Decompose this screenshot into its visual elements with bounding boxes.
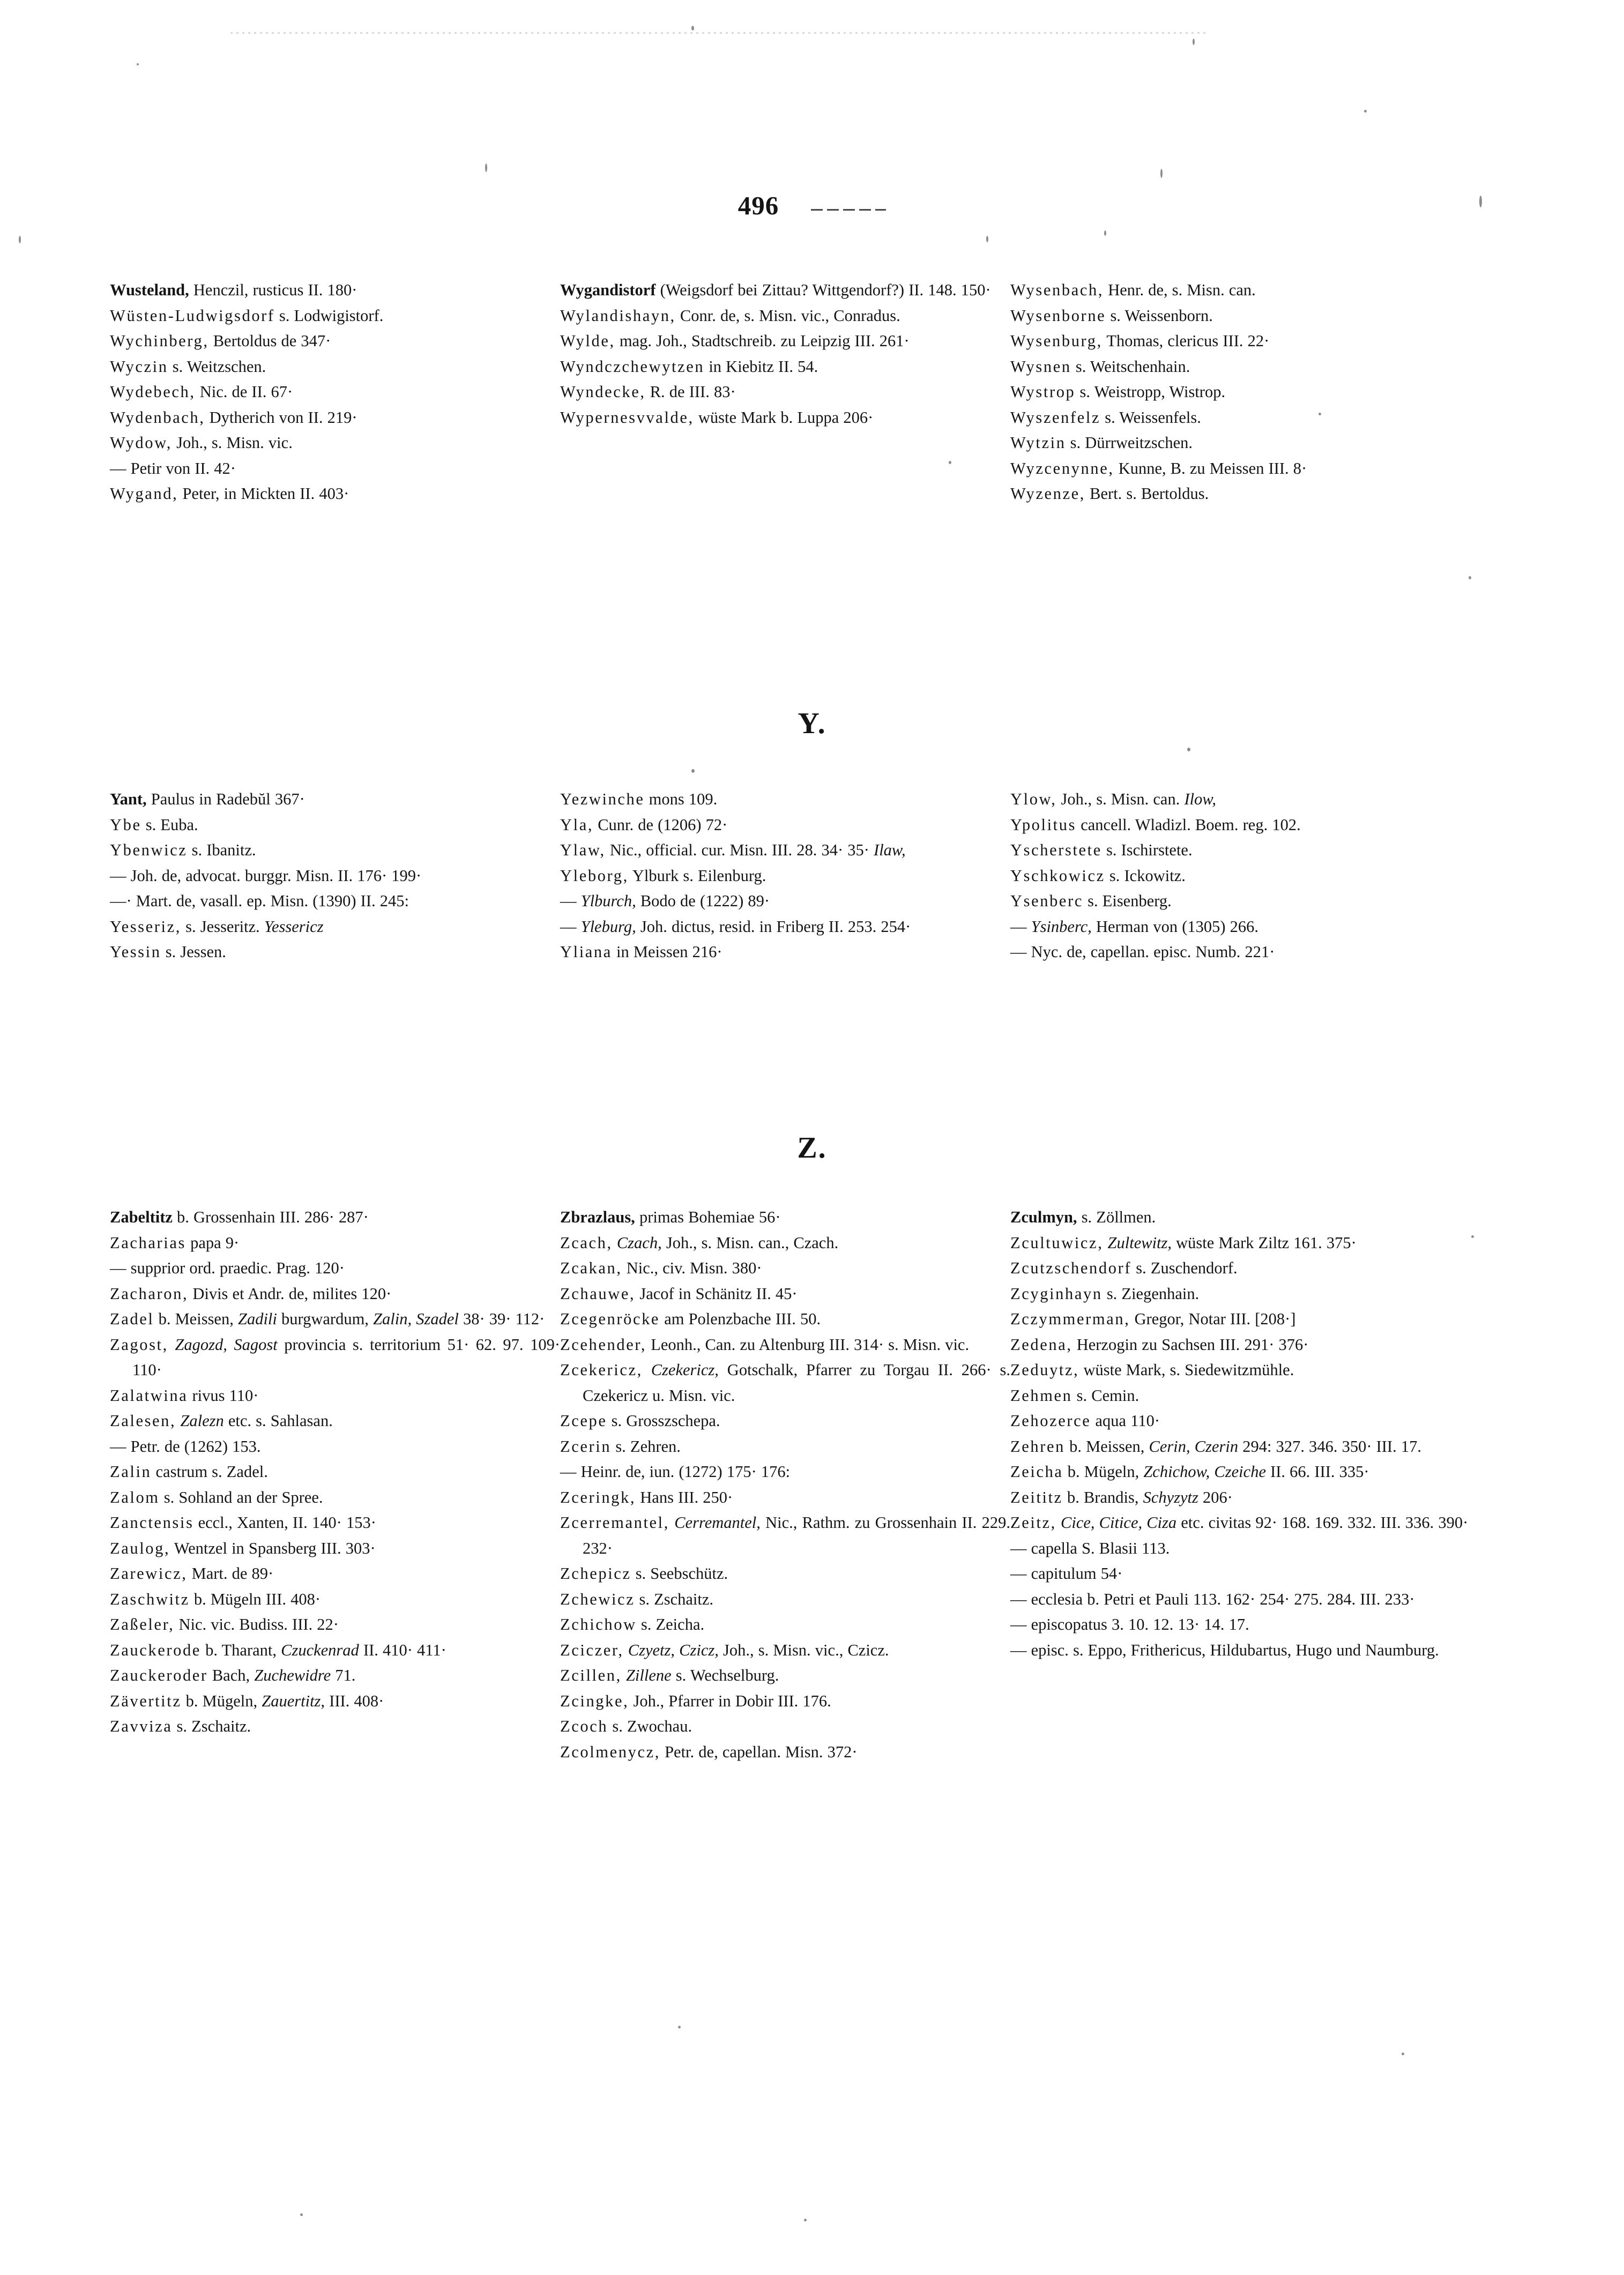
entry-headword: Wyndczchewytzen [560,357,705,376]
entry-headword: Zcyginhayn [1010,1284,1102,1303]
index-entry: Wusteland, Henczil, rusticus II. 180· [110,281,357,299]
entry-headword: Zeduytz, [1010,1361,1079,1379]
entry-headword: Zaschwitz [110,1590,190,1608]
entry-headword: Zchauwe, [560,1284,636,1303]
index-entry: Zcolmenycz, Petr. de, capellan. Misn. 372· [560,1742,858,1761]
entry-variant: Schyzytz [1143,1488,1198,1506]
entry-headword: Yla, [560,815,594,834]
entry-headword: Ypolitus [1010,815,1077,834]
index-subentry: — Joh. de, advocat. burggr. Misn. II. 176· 199· [110,866,422,885]
entry-variant: Ysinberc, [1031,917,1092,936]
index-entry: Ylaw, Nic., official. cur. Misn. III. 28. 34· 35· Ilaw, [560,841,906,859]
index-entry: Zculmyn, s. Zöllmen. [1010,1208,1156,1226]
index-entry: Zabeltitz b. Grossenhain III. 286· 287· [110,1208,369,1226]
entry-variant: Zchichow, Czeiche [1143,1463,1266,1481]
index-subentry: — Nyc. de, capellan. episc. Numb. 221· [1010,943,1275,961]
entry-headword: Zehren [1010,1437,1065,1456]
entry-variant: Zuchewidre [254,1666,331,1684]
entry-headword: Wüsten-Ludwigsdorf [110,306,275,325]
index-entry: Ybe s. Euba. [110,815,198,834]
section-Z-column-2 [560,1205,1010,1765]
scan-speck [485,163,487,172]
section-Y-column-2 [560,787,1010,965]
entry-headword: Zculmyn, [1010,1208,1077,1226]
index-entry: Yezwinche mons 109. [560,790,718,808]
index-entry: Zcach, Czach, Joh., s. Misn. can., Czach. [560,1233,839,1252]
index-entry: Wygandistorf (Weigsdorf bei Zittau? Wittgendorf?) II. 148. 150· [560,281,991,299]
scan-speck [1193,39,1195,45]
index-subentry: — ecclesia b. Petri et Pauli 113. 162· 254· 275. 284. III. 233· [1010,1590,1415,1608]
index-entry: Zarewicz, Mart. de 89· [110,1564,274,1583]
entry-headword: Zcultuwicz, [1010,1233,1104,1252]
scan-speck [986,236,988,242]
entry-headword: Zalin [110,1463,152,1481]
entry-headword: Zcach, [560,1233,613,1252]
entry-headword: Wychinberg, [110,332,209,350]
index-entry: Zeitz, Cice, Citice, Ciza etc. civitas 92· 168. 169. 332. III. 336. 390· [1010,1513,1469,1532]
index-entry: Zaßeler, Nic. vic. Budiss. III. 22· [110,1615,339,1633]
index-entry: Zcegenröcke am Polenzbache III. 50. [560,1310,821,1328]
entry-headword: Yant, [110,790,147,808]
entry-variant: Zagozd, Sagost [168,1335,278,1354]
entry-headword: Zalom [110,1488,160,1506]
entry-variant: Ylburch, [580,892,636,910]
entry-headword: Ybe [110,815,141,834]
entry-headword: Zchepicz [560,1564,631,1583]
index-entry: Wypernesvvalde, wüste Mark b. Luppa 206· [560,408,874,427]
entry-headword: Zcolmenycz, [560,1742,660,1761]
entry-headword: Zacharias [110,1233,186,1252]
index-entry: Zcoch s. Zwochau. [560,1717,692,1735]
index-entry: Wydow, Joh., s. Misn. vic. [110,434,293,452]
page-number: 496 [737,191,779,220]
entry-headword: Wygandistorf [560,281,656,299]
page-header [0,190,1624,221]
entry-headword: Zehmen [1010,1386,1072,1405]
index-entry: Zagost, Zagozd, Sagost provincia s. territorium 51· 62. 97. 109· 110· [110,1335,560,1379]
entry-headword: Zarewicz, [110,1564,188,1583]
index-entry: Yleborg, Ylburk s. Eilenburg. [560,866,766,885]
entry-headword: Zcekericz, [560,1361,643,1379]
entry-variant: Zalin, Szadel [373,1310,459,1328]
entry-headword: Ylow, [1010,790,1057,808]
index-entry: Zchepicz s. Seebschütz. [560,1564,728,1583]
entry-variant: Zauertitz, [262,1691,325,1710]
index-entry: Zehren b. Meissen, Cerin, Czerin 294: 327. 346. 350· III. 17. [1010,1437,1421,1456]
index-entry: Yscherstete s. Ischirstete. [1010,841,1193,859]
entry-headword: Yessin [110,943,161,961]
index-subentry: — episcopatus 3. 10. 12. 13· 14. 17. [1010,1615,1249,1633]
entry-variant: Czach, [612,1233,662,1252]
index-entry: Zehmen s. Cemin. [1010,1386,1139,1405]
entry-variant: Zalezn [176,1412,224,1430]
entry-headword: Zauckerode [110,1640,201,1659]
index-entry: Wytzin s. Dürrweitzschen. [1010,434,1193,452]
entry-headword: Zadel [110,1310,154,1328]
index-entry: Wyszenfelz s. Weissenfels. [1010,408,1201,427]
entry-headword: Zagost, [110,1335,168,1354]
entry-headword: Wydebech, [110,383,196,401]
section-W-column-3 [1010,278,1471,507]
index-entry: Zauckerode b. Tharant, Czuckenrad II. 410· 411· [110,1640,446,1659]
entry-variant: Czekericz, [642,1361,719,1379]
entry-headword: Zauckeroder [110,1666,208,1684]
entry-headword: Zceringk, [560,1488,636,1506]
scan-speck [137,63,139,65]
index-entry: Zalin castrum s. Zadel. [110,1463,268,1481]
index-entry: Zcultuwicz, Zultewitz, wüste Mark Ziltz 161. 375· [1010,1233,1357,1252]
section-W-column-2 [560,278,1010,507]
scan-speck [1469,576,1471,579]
index-entry: Zcehender, Leonh., Can. zu Altenburg III. 314· s. Misn. vic. [560,1335,970,1354]
entry-headword: Zanctensis [110,1513,194,1532]
section-Z-column-3 [1010,1205,1471,1765]
scan-speck [691,769,695,773]
entry-headword: Zeitz, [1010,1513,1056,1532]
index-entry: Wysenbach, Henr. de, s. Misn. can. [1010,281,1256,299]
index-entry: Wystrop s. Weistropp, Wistrop. [1010,383,1226,401]
index-entry: Wylde, mag. Joh., Stadtschreib. zu Leipzig III. 261· [560,332,910,350]
section-W [0,278,1624,507]
scan-speck [804,2219,807,2221]
entry-headword: Wyzcenynne, [1010,459,1114,478]
entry-headword: Zcerin [560,1437,612,1456]
entry-headword: Yschkowicz [1010,866,1105,885]
index-entry: Zcakan, Nic., civ. Misn. 380· [560,1259,762,1277]
entry-headword: Zcutzschendorf [1010,1259,1132,1277]
index-entry: Yessin s. Jessen. [110,943,226,961]
index-entry: Zaulog, Wentzel in Spansberg III. 303· [110,1539,376,1557]
entry-headword: Wyndecke, [560,383,646,401]
index-entry: Zeduytz, wüste Mark, s. Siedewitzmühle. [1010,1361,1294,1379]
entry-headword: Wypernesvvalde, [560,408,694,427]
entry-headword: Zcillen, [560,1666,622,1684]
index-entry: Ybenwicz s. Ibanitz. [110,841,256,859]
entry-headword: Zcingke, [560,1691,629,1710]
entry-variant: Yessericz [259,917,324,936]
entry-headword: Zcegenröcke [560,1310,660,1328]
index-subentry: — episc. s. Eppo, Frithericus, Hildubartus, Hugo und Naumburg. [1010,1640,1439,1659]
entry-headword: Wyszenfelz [1010,408,1101,427]
entry-headword: Wytzin [1010,434,1066,452]
index-entry: Ypolitus cancell. Wladizl. Boem. reg. 102. [1010,815,1301,834]
entry-headword: Wydow, [110,434,172,452]
entry-headword: Yesseriz, [110,917,181,936]
section-Y-column-3 [1010,787,1471,965]
entry-variant: Ilaw, [869,841,906,859]
entry-headword: Zaulog, [110,1539,170,1557]
entry-headword: Zeicha [1010,1463,1063,1481]
entry-headword: Yliana [560,943,612,961]
index-entry: Zauckeroder Bach, Zuchewidre 71. [110,1666,356,1684]
index-subentry: — Heinr. de, iun. (1272) 175· 176: [560,1463,791,1481]
section-Z-column-1 [110,1205,560,1765]
entry-headword: Zcoch [560,1717,608,1735]
index-entry: Wyndczchewytzen in Kiebitz II. 54. [560,357,818,376]
scan-speckle-band [230,32,1206,34]
index-entry: Wyczin s. Weitzschen. [110,357,266,376]
scan-speck [1364,110,1367,113]
index-entry: Zcerremantel, Cerremantel, Nic., Rathm. zu Grossenhain II. 229. 232· [560,1513,1010,1557]
index-entry: Zävertitz b. Mügeln, Zauertitz, III. 408· [110,1691,384,1710]
entry-variant: Zadili [237,1310,277,1328]
entry-headword: Wyczin [110,357,168,376]
entry-headword: Zävertitz [110,1691,182,1710]
entry-variant: Czyetz, Czicz, [623,1640,719,1659]
index-subentry: — Ylburch, Bodo de (1222) 89· [560,892,770,910]
entry-headword: Ylaw, [560,841,606,859]
index-entry: Zaschwitz b. Mügeln III. 408· [110,1590,321,1608]
index-entry: Zchauwe, Jacof in Schänitz II. 45· [560,1284,798,1303]
index-subentry: — Petr. de (1262) 153. [110,1437,261,1456]
index-entry: Zedena, Herzogin zu Sachsen III. 291· 376· [1010,1335,1309,1354]
entry-headword: Zabeltitz [110,1208,173,1226]
index-entry: Wydenbach, Dytherich von II. 219· [110,408,357,427]
index-subentry: — capella S. Blasii 113. [1010,1539,1170,1557]
entry-headword: Zedena, [1010,1335,1072,1354]
entry-headword: Wysnen [1010,357,1071,376]
index-entry: Zchewicz s. Zschaitz. [560,1590,714,1608]
index-entry: Wychinberg, Bertoldus de 347· [110,332,331,350]
index-entry: Ylow, Joh., s. Misn. can. Ilow, [1010,790,1217,808]
index-entry: Zceringk, Hans III. 250· [560,1488,733,1506]
index-entry: Zbrazlaus, primas Bohemiae 56· [560,1208,781,1226]
entry-headword: Zbrazlaus, [560,1208,635,1226]
entry-headword: Wusteland, [110,281,189,299]
index-entry: Zadel b. Meissen, Zadili burgwardum, Zalin, Szadel 38· 39· 112· [110,1310,545,1328]
index-entry: Zalatwina rivus 110· [110,1386,259,1405]
index-entry: Wyzenze, Bert. s. Bertoldus. [1010,484,1209,503]
entry-headword: Zchewicz [560,1590,635,1608]
index-entry: Zacharon, Divis et Andr. de, milites 120· [110,1284,392,1303]
section-Y-column-1 [110,787,560,965]
index-subentry: — Petir von II. 42· [110,459,236,478]
index-subentry: — supprior ord. praedic. Prag. 120· [110,1259,345,1277]
index-entry: Zcepe s. Grosszschepa. [560,1412,720,1430]
entry-variant: Cice, Citice, Ciza [1056,1513,1177,1532]
section-Y [0,787,1624,965]
index-subentry: —· Mart. de, vasall. ep. Misn. (1390) II. 245: [110,892,409,910]
index-entry: Zcekericz, Czekericz, Gotschalk, Pfarrer zu Torgau II. 266· s. Czekericz u. Misn. vic. [560,1361,1011,1405]
section-heading-Z: Z. [797,1131,827,1165]
entry-headword: Yleborg, [560,866,629,885]
section-Z [0,1205,1624,1765]
entry-headword: Zaßeler, [110,1615,175,1633]
scan-speck [300,2213,303,2216]
entry-headword: Zchichow [560,1615,637,1633]
index-entry: Zavviza s. Zschaitz. [110,1717,251,1735]
index-entry: Zchichow s. Zeicha. [560,1615,705,1633]
index-entry: Ysenberc s. Eisenberg. [1010,892,1172,910]
index-entry: Wylandishayn, Conr. de, s. Misn. vic., Conradus. [560,306,900,325]
index-entry: Zeicha b. Mügeln, Zchichow, Czeiche II. 66. III. 335· [1010,1463,1369,1481]
entry-headword: Ybenwicz [110,841,188,859]
entry-variant: Ilow, [1180,790,1217,808]
index-entry: Zanctensis eccl., Xanten, II. 140· 153· [110,1513,376,1532]
entry-headword: Zehozerce [1010,1412,1091,1430]
entry-headword: Zalesen, [110,1412,176,1430]
index-entry: Zcutzschendorf s. Zuschendorf. [1010,1259,1238,1277]
entry-headword: Yezwinche [560,790,645,808]
entry-headword: Wystrop [1010,383,1076,401]
entry-variant: Cerin, Czerin [1149,1437,1239,1456]
entry-headword: Wysenborne [1010,306,1106,325]
index-entry: Zalesen, Zalezn etc. s. Sahlasan. [110,1412,333,1430]
entry-variant: Yleburg, [580,917,636,936]
entry-headword: Zcakan, [560,1259,622,1277]
scan-speck [691,26,694,31]
index-entry: Yla, Cunr. de (1206) 72· [560,815,728,834]
index-subentry: — Ysinberc, Herman von (1305) 266. [1010,917,1259,936]
section-W-column-1 [110,278,560,507]
index-entry: Zehozerce aqua 110· [1010,1412,1160,1430]
index-entry: Yliana in Meissen 216· [560,943,722,961]
entry-headword: Yscherstete [1010,841,1102,859]
index-entry: Wysenburg, Thomas, clericus III. 22· [1010,332,1270,350]
index-entry: Zciczer, Czyetz, Czicz, Joh., s. Misn. vic., Czicz. [560,1640,889,1659]
scan-speck [1160,169,1163,178]
entry-headword: Zczymmerman, [1010,1310,1130,1328]
index-entry: Wüsten-Ludwigsdorf s. Lodwigistorf. [110,306,384,325]
entry-headword: Zciczer, [560,1640,624,1659]
index-entry: Zcillen, Zillene s. Wechselburg. [560,1666,779,1684]
entry-headword: Zcerremantel, [560,1513,669,1532]
entry-headword: Wylandishayn, [560,306,676,325]
index-entry: Zcingke, Joh., Pfarrer in Dobir III. 176. [560,1691,831,1710]
index-entry: Yschkowicz s. Ickowitz. [1010,866,1186,885]
entry-headword: Wygand, [110,484,178,503]
entry-headword: Zavviza [110,1717,173,1735]
index-subentry: — Yleburg, Joh. dictus, resid. in Friberg II. 253. 254· [560,917,911,936]
index-subentry: — capitulum 54· [1010,1564,1123,1583]
section-heading-Y: Y. [798,707,826,740]
index-entry: Zcyginhayn s. Ziegenhain. [1010,1284,1200,1303]
entry-headword: Zalatwina [110,1386,188,1405]
scan-speck [1104,230,1106,236]
entry-headword: Wydenbach, [110,408,205,427]
entry-variant: Zultewitz, [1103,1233,1172,1252]
index-entry: Wygand, Peter, in Mickten II. 403· [110,484,349,503]
entry-headword: Zcehender, [560,1335,647,1354]
index-entry: Zcerin s. Zehren. [560,1437,681,1456]
entry-headword: Wysenburg, [1010,332,1102,350]
index-entry: Wyndecke, R. de III. 83· [560,383,736,401]
entry-variant: Czuckenrad [281,1640,359,1659]
scan-speck [1402,2053,1404,2055]
entry-headword: Ysenberc [1010,892,1083,910]
index-entry: Wysnen s. Weitschenhain. [1010,357,1190,376]
scan-speck [19,236,21,243]
index-entry: Yesseriz, s. Jesseritz. Yessericz [110,917,324,936]
entry-headword: Wylde, [560,332,615,350]
entry-headword: Wysenbach, [1010,281,1104,299]
index-entry: Wyzcenynne, Kunne, B. zu Meissen III. 8· [1010,459,1307,478]
entry-headword: Wyzenze, [1010,484,1086,503]
entry-headword: Zcepe [560,1412,607,1430]
index-entry: Zeititz b. Brandis, Schyzytz 206· [1010,1488,1233,1506]
scan-speck [678,2026,681,2028]
index-entry: Wysenborne s. Weissenborn. [1010,306,1213,325]
index-entry: Zalom s. Sohland an der Spree. [110,1488,323,1506]
entry-headword: Zacharon, [110,1284,189,1303]
entry-headword: Zeititz [1010,1488,1063,1506]
scan-speck [1187,748,1190,751]
entry-variant: Cerremantel, [669,1513,761,1532]
index-entry: Zczymmerman, Gregor, Notar III. [208·] [1010,1310,1296,1328]
header-rule [811,209,886,211]
index-entry: Zacharias papa 9· [110,1233,240,1252]
index-entry: Yant, Paulus in Radebŭl 367· [110,790,305,808]
entry-variant: Zillene [621,1666,672,1684]
index-entry: Wydebech, Nic. de II. 67· [110,383,293,401]
